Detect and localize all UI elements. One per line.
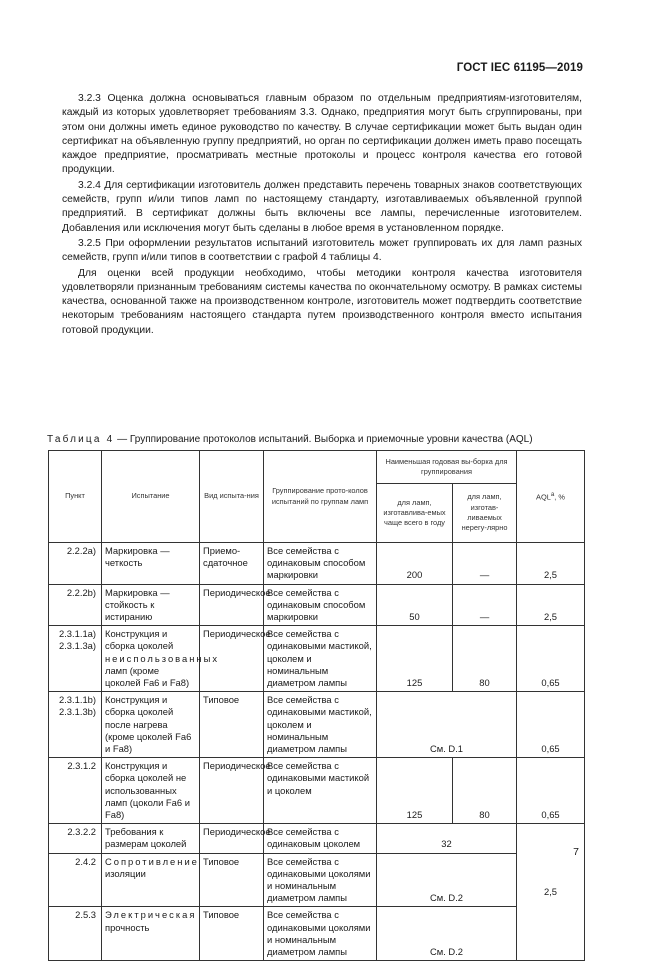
cell-aql-shared: 2,5	[517, 824, 585, 961]
cell-kind: Типовое	[200, 907, 264, 961]
cell-irregular: —	[453, 584, 517, 626]
cell-grouping: Все семейства с одинаковыми мастикой и цоколем	[264, 758, 377, 824]
cell-item: 2.3.1.1b) 2.3.1.3b)	[49, 692, 102, 758]
paragraph-3-2-5: 3.2.5 При оформлении результатов испытаний изготовитель может группировать их для ламп разных семейств, групп и/или типов в соответствии с графой 4 таблицы 4.	[62, 237, 582, 264]
header-item: Пункт	[49, 451, 102, 543]
table-caption-text: — Группирование протоколов испытаний. Выборка и приемочные уровни качества (AQL)	[114, 434, 533, 445]
table-header-row	[49, 451, 585, 484]
header-grouping: Группирование прото-колов испытаний по группам ламп	[264, 451, 377, 543]
cell-irregular: —	[453, 543, 517, 585]
cell-aql: 2,5	[517, 543, 585, 585]
header-irregular: для ламп, изготав-ливаемых нерегу-лярно	[453, 484, 517, 543]
table-caption	[47, 434, 587, 445]
cell-item: 2.2.2b)	[49, 584, 102, 626]
cell-kind: Периодическое	[200, 626, 264, 692]
header-min-annual-sample: Наименьшая годовая вы-борка для группирования	[377, 451, 517, 484]
cell-kind: Типовое	[200, 692, 264, 758]
table-row	[49, 626, 585, 692]
cell-test: Маркировка — четкость	[102, 543, 200, 585]
cell-test: Маркировка — стойкость к истиранию	[102, 584, 200, 626]
grouping-table	[48, 450, 585, 961]
cell-sample-reference: См. D.2	[377, 907, 517, 961]
cell-irregular: 80	[453, 626, 517, 692]
table-row	[49, 543, 585, 585]
page-number: 7	[573, 846, 579, 858]
cell-frequent: 200	[377, 543, 453, 585]
cell-test: Электрическая прочность	[102, 907, 200, 961]
body-text	[62, 92, 582, 339]
cell-kind: Типовое	[200, 853, 264, 907]
paragraph-3-2-4: 3.2.4 Для сертификации изготовитель должен представить перечень товарных знаков соответствующих семейств, групп и/или типов ламп по настоящему стандарту, изготавливаемых объявленной группой предприятий. В сертификат должны быть включены все лампы, перечисленные изготовителем. Добавления или исключения могут быть сделаны в любое время в установленном порядке.	[62, 179, 582, 234]
table-row	[49, 758, 585, 824]
cell-kind: Периодическое	[200, 758, 264, 824]
cell-kind: Периодическое	[200, 584, 264, 626]
cell-frequent: 125	[377, 626, 453, 692]
table-row	[49, 692, 585, 758]
cell-sample-reference: См. D.2	[377, 853, 517, 907]
cell-grouping: Все семейства с одинаковым способом маркировки	[264, 584, 377, 626]
cell-sample-reference: См. D.1	[377, 692, 517, 758]
document-header: ГОСТ IEC 61195—2019	[456, 62, 583, 74]
cell-grouping: Все семейства с одинаковыми цоколями и номинальным диаметром лампы	[264, 853, 377, 907]
cell-grouping: Все семейства с одинаковым цоколем	[264, 824, 377, 853]
cell-grouping: Все семейства с одинаковыми мастикой, цоколем и номинальным диаметром лампы	[264, 626, 377, 692]
cell-item: 2.2.2a)	[49, 543, 102, 585]
cell-test: Конструкция и сборка цоколей не использованных ламп (цоколи Fa6 и Fa8)	[102, 758, 200, 824]
cell-test: Конструкция и сборка цоколей неиспользованных ламп (кроме цоколей Fa6 и Fa8)	[102, 626, 200, 692]
cell-grouping: Все семейства с одинаковым способом маркировки	[264, 543, 377, 585]
cell-item: 2.3.2.2	[49, 824, 102, 853]
cell-aql: 0,65	[517, 758, 585, 824]
cell-sample-size: 32	[377, 824, 517, 853]
table-row	[49, 584, 585, 626]
cell-aql: 0,65	[517, 626, 585, 692]
header-frequent: для ламп, изготавлива-емых чаще всего в году	[377, 484, 453, 543]
table-row	[49, 853, 585, 907]
cell-irregular: 80	[453, 758, 517, 824]
paragraph-quality-control: Для оценки всей продукции необходимо, чтобы методики контроля качества изготовителя удовлетворяли признанным требованиям системы качества по окончательному осмотру. В рамках системы качества, основанной также на производственном контроле, изготовитель может подтвердить соответствие некоторым требованиям настоящего стандарта путем производственного контроля вместо испытания готовой продукции.	[62, 267, 582, 336]
table-caption-label: Таблица 4	[47, 434, 115, 445]
table-row	[49, 824, 585, 853]
cell-test: Сопротивление изоляции	[102, 853, 200, 907]
cell-item: 2.3.1.2	[49, 758, 102, 824]
cell-aql: 2,5	[517, 584, 585, 626]
cell-item: 2.5.3	[49, 907, 102, 961]
header-aql: AQL$^a$, %	[517, 451, 585, 543]
table-row	[49, 907, 585, 961]
cell-frequent: 50	[377, 584, 453, 626]
paragraph-3-2-3: 3.2.3 Оценка должна основываться главным образом по отдельным предприятиям-изготовителям, каждый из которых удовлетворяет требованиям 3.3. Однако, предприятия могут быть сгруппированы, при этом они должны иметь единое руководство по качеству. В случае сертификации может быть выдан один сертификат на объявленную группу предприятий, но орган по сертификации должен иметь право посещать каждое предприятие, просматривать местные протоколы и процесс контроля качества его готовой продукции.	[62, 93, 582, 176]
cell-kind: Приемо-сдаточное	[200, 543, 264, 585]
header-test: Испытание	[102, 451, 200, 543]
cell-item: 2.3.1.1a) 2.3.1.3a)	[49, 626, 102, 692]
cell-frequent: 125	[377, 758, 453, 824]
cell-test: Конструкция и сборка цоколей после нагрева (кроме цоколей Fa6 и Fa8)	[102, 692, 200, 758]
cell-test: Требования к размерам цоколей	[102, 824, 200, 853]
cell-grouping: Все семейства с одинаковыми мастикой, цоколем и номинальным диаметром лампы	[264, 692, 377, 758]
cell-grouping: Все семейства с одинаковыми цоколями и номинальным диаметром лампы	[264, 907, 377, 961]
cell-item: 2.4.2	[49, 853, 102, 907]
cell-kind: Периодическое	[200, 824, 264, 853]
cell-aql: 0,65	[517, 692, 585, 758]
header-kind: Вид испыта-ния	[200, 451, 264, 543]
